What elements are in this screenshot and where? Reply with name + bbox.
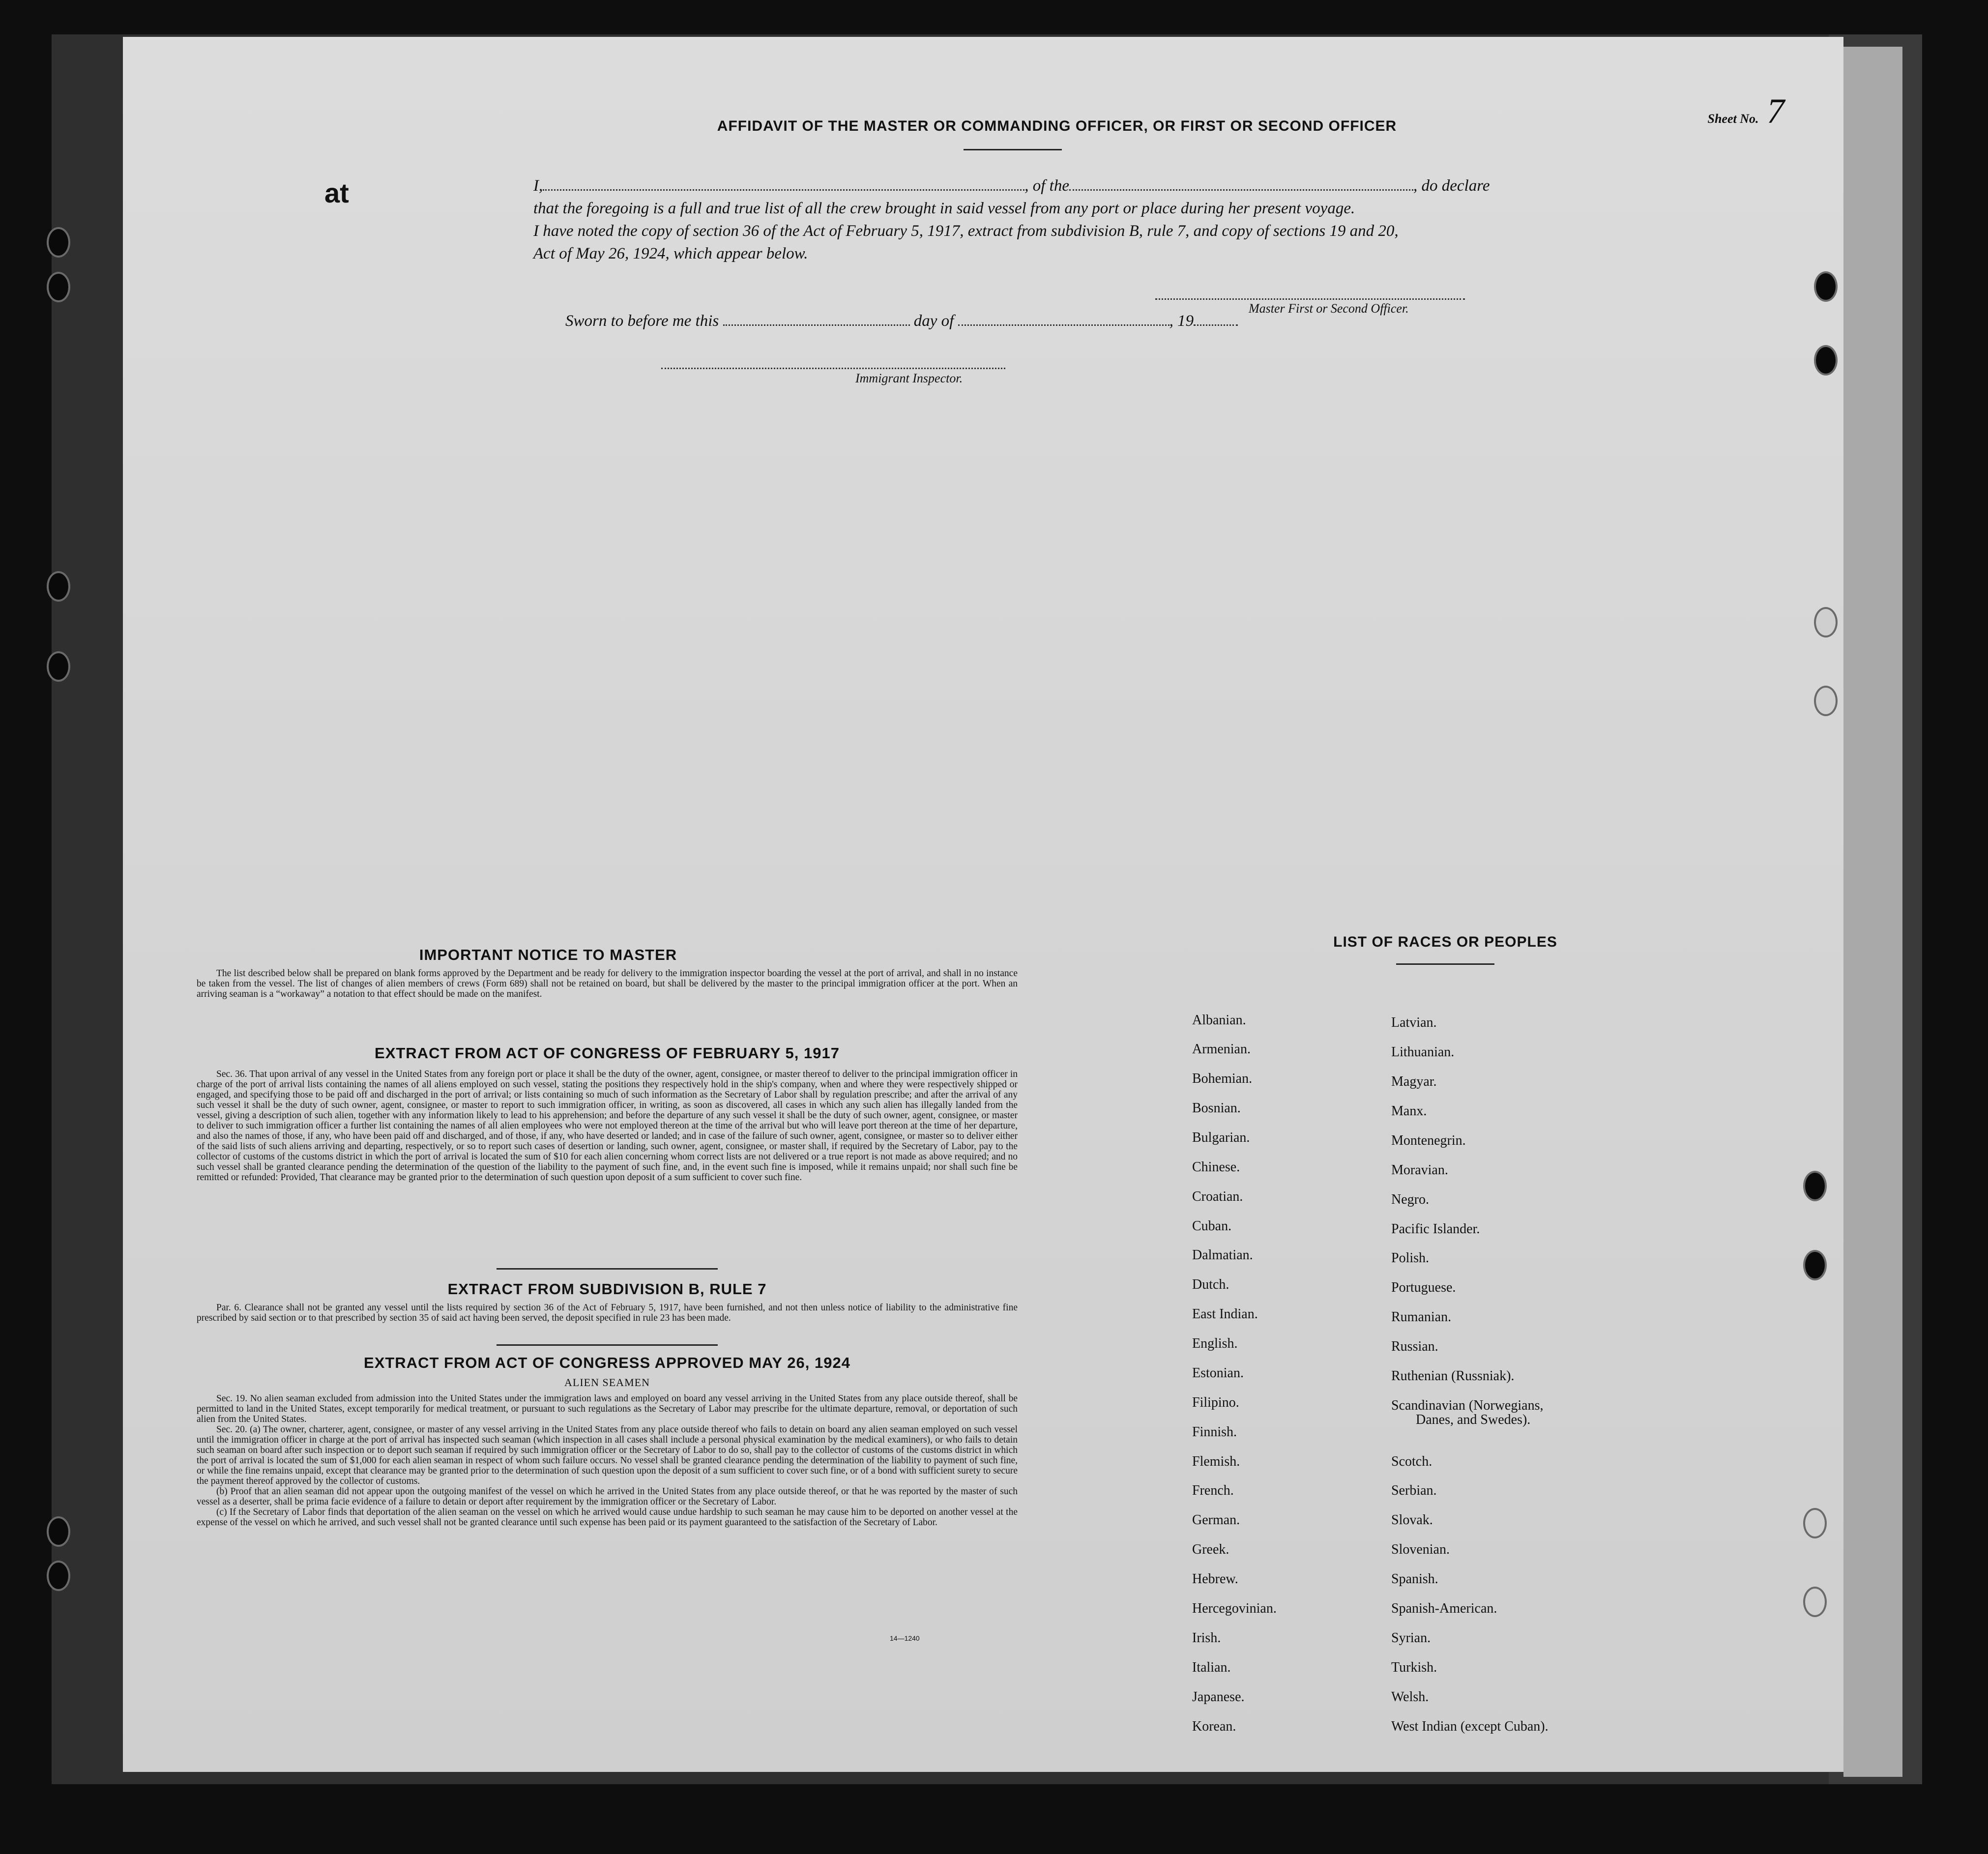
name-field[interactable] [543, 175, 1024, 191]
race-item: Chinese. [1192, 1159, 1240, 1175]
race-item: Japanese. [1192, 1689, 1245, 1705]
race-item: Albanian. [1192, 1013, 1246, 1028]
binder-hole [1803, 1587, 1827, 1617]
sworn-day-of: day of [913, 312, 954, 330]
race-item: Armenian. [1192, 1042, 1251, 1057]
notice-paragraph: The list described below shall be prepared on blank forms approved by the Department and be ready for delivery to the immigration inspector boarding the vessel at the port of arrival, and shall in no instance be taken from the vessel. The list of changes of alien members of crews (Form 689) shall not be retained on board, but shall be delivered by the master to the principal immigration officer at the port. When an arriving seaman is a “workaway” a notation to that effect should be made on the manifest. [197, 968, 1018, 999]
sec20b-block [197, 1486, 1018, 1507]
race-item: Manx. [1391, 1103, 1427, 1119]
race-item: Hercegovinian. [1192, 1601, 1277, 1616]
signature-label: Master First or Second Officer. [1249, 301, 1409, 316]
race-item: Slovak. [1391, 1512, 1433, 1528]
signature-line[interactable] [1155, 298, 1465, 300]
extract-1917-text [197, 1069, 1018, 1183]
affidavit-title-rule [964, 149, 1062, 150]
race-item: French. [1192, 1483, 1234, 1498]
alien-seamen-subtitle: ALIEN SEAMEN [564, 1376, 650, 1389]
margin-mark: at [324, 177, 349, 208]
sheet-number-label: Sheet No. [1707, 112, 1759, 126]
race-item: Montenegrin. [1391, 1133, 1466, 1148]
race-item: Irish. [1192, 1630, 1221, 1646]
race-item: Magyar. [1391, 1074, 1437, 1089]
notice-text [197, 968, 1018, 999]
binder-hole [1814, 271, 1838, 302]
binder-hole [1814, 686, 1838, 716]
race-item: Spanish. [1391, 1571, 1438, 1587]
race-item: Danes, and Swedes). [1416, 1412, 1531, 1427]
race-item: Bosnian. [1192, 1101, 1241, 1116]
affidavit-line-1 [533, 174, 1630, 197]
extract-1924-text [197, 1393, 1018, 1528]
extract-1917-title: EXTRACT FROM ACT OF CONGRESS OF FEBRUARY 5, 1917 [375, 1044, 840, 1062]
notice-title: IMPORTANT NOTICE TO MASTER [419, 946, 677, 963]
race-item: Ruthenian (Russniak). [1391, 1368, 1515, 1384]
race-item: Estonian. [1192, 1365, 1244, 1381]
race-item: Latvian. [1391, 1015, 1437, 1030]
binder-hole [47, 1561, 70, 1591]
underlying-page-strip [1843, 47, 1902, 1777]
binder-hole [1803, 1508, 1827, 1538]
race-item: Welsh. [1391, 1689, 1429, 1705]
race-item: Turkish. [1391, 1660, 1437, 1675]
binder-hole [1814, 607, 1838, 637]
sworn-date-field[interactable] [723, 311, 910, 326]
race-item: Flemish. [1192, 1454, 1240, 1469]
sec20c-block [197, 1507, 1018, 1528]
sec19-paragraph: Sec. 19. No alien seaman excluded from admission into the United States under the immigration laws and employed on board any vessel arriving in the United States from any place outside thereof, shall be permitted to land in the United States, except temporarily for medical treatment, or pursuant to such regulations as the Secretary of Labor may prescribe for the ultimate departure, removal, or deportation of such alien from the United States. [197, 1393, 1018, 1424]
race-item: Scotch. [1391, 1454, 1433, 1469]
inspector-label: Immigrant Inspector. [855, 371, 963, 385]
races-title-rule [1396, 963, 1494, 965]
vessel-field[interactable] [1069, 175, 1413, 191]
extract-1924-title: EXTRACT FROM ACT OF CONGRESS APPROVED MAY 26, 1924 [364, 1354, 850, 1371]
sec20a-block [197, 1424, 1018, 1486]
race-item: Bohemian. [1192, 1071, 1253, 1086]
race-item: Russian. [1391, 1339, 1438, 1354]
affidavit-i: I, [533, 177, 543, 195]
race-item: Lithuanian. [1391, 1044, 1455, 1060]
affidavit-line-3: I have noted the copy of section 36 of the Act of February 5, 1917, extract from subdivision B, rule 7, and copy of sections 19 and 20, [533, 222, 1399, 240]
race-item: Portuguese. [1391, 1280, 1456, 1295]
race-item: Negro. [1391, 1192, 1429, 1207]
race-item: Slovenian. [1391, 1542, 1450, 1557]
race-item: Korean. [1192, 1719, 1236, 1734]
sheet-number [1708, 91, 1785, 132]
extract-rule7-title: EXTRACT FROM SUBDIVISION B, RULE 7 [447, 1280, 767, 1298]
sec19-block [197, 1393, 1018, 1424]
race-item: Dutch. [1192, 1277, 1229, 1292]
race-item: Syrian. [1391, 1630, 1431, 1646]
sworn-month-field[interactable] [958, 311, 1169, 326]
sec20c-paragraph: (c) If the Secretary of Labor finds that deportation of the alien seaman on the vessel on which he arrived would cause undue hardship to such seaman he may cause him to be deported on another vessel at the expense of the vessel on which he arrived, and such vessel shall not be granted clearance until such expense has been paid or its payment guaranteed to the satisfaction of the Secretary of Labor. [197, 1507, 1018, 1528]
sworn-year-field[interactable] [1194, 311, 1238, 326]
par6-paragraph: Par. 6. Clearance shall not be granted any vessel until the lists required by section 36 of the Act of February 5, 1917, have been furnished, and not then unless notice of liability to the administrative fine prescribed by said section or to that prescribed by section 35 of said act having been served, the deposit specified in rule 23 has been made. [197, 1303, 1018, 1323]
race-item: Croatian. [1192, 1189, 1243, 1204]
races-title: LIST OF RACES OR PEOPLES [1333, 934, 1557, 950]
binder-hole [47, 227, 70, 258]
race-item: Dalmatian. [1192, 1247, 1253, 1263]
affidavit-line-4: Act of May 26, 1924, which appear below. [533, 245, 808, 262]
extract-divider-2 [497, 1344, 718, 1346]
race-item: Greek. [1192, 1542, 1229, 1557]
race-item: Pacific Islander. [1391, 1221, 1480, 1237]
race-item: Finnish. [1192, 1424, 1237, 1440]
form-number: 14—1240 [890, 1634, 920, 1642]
binder-hole [47, 571, 70, 602]
binder-hole [47, 272, 70, 302]
sec20b-paragraph: (b) Proof that an alien seaman did not appear upon the outgoing manifest of the vessel on which he arrived in the United States from any place outside thereof, or that he was reported by the master of such vessel as a deserter, shall be prima facie evidence of a failure to detain or deport after requirement by the immigration officer or the Secretary of Labor. [197, 1486, 1018, 1507]
sworn-text: Sworn to before me this [565, 312, 719, 330]
race-item: Moravian. [1391, 1162, 1448, 1178]
extract-rule7-text [197, 1303, 1018, 1323]
binder-hole [1814, 345, 1838, 376]
sheet-number-value: 7 [1767, 91, 1784, 131]
race-item: Scandinavian (Norwegians, [1391, 1398, 1544, 1413]
race-item: German. [1192, 1512, 1240, 1528]
race-item: West Indian (except Cuban). [1391, 1719, 1549, 1734]
race-item: Italian. [1192, 1660, 1231, 1675]
affidavit-line-2: that the foregoing is a full and true list of all the crew brought in said vessel from any port or place during her present voyage. [533, 200, 1355, 217]
race-item: Rumanian. [1391, 1309, 1452, 1325]
race-item: Serbian. [1391, 1483, 1437, 1498]
affidavit-body [533, 174, 1630, 265]
race-item: Cuban. [1192, 1218, 1232, 1234]
race-item: Polish. [1391, 1250, 1430, 1266]
binder-hole [47, 1516, 70, 1547]
affidavit-of-the: , of the [1024, 177, 1069, 195]
sec36-paragraph: Sec. 36. That upon arrival of any vessel in the United States from any foreign port or place it shall be the duty of the owner, agent, consignee, or master thereof to deliver to the principal immigration officer in charge of the port of arrival lists containing the names of all aliens employed on such vessel, stating the positions they respectively hold in the ship's company, when and where they were respectively shipped or engaged, and specifying those to be paid off and discharged in the port of arrival; or lists containing so much of such information as the Secretary of Labor shall by regulation prescribe; and after the arrival of any such vessel it shall be the duty of such owner, agent, consignee, or master to report to such immigration officer, in writing, as soon as discovered, all cases in which any such alien has illegally landed from the vessel, giving a description of such alien, together with any information likely to lead to his apprehension; and before the departure of any such vessel it shall be the duty of such owner, agent, consignee, or master to deliver to such immigration officer a further list containing the names of all alien employees who were not employed thereon at the time of the arrival but who will leave port thereon at the time of her departure, and also the names of those, if any, who have been paid off and discharged, and of those, if any, who have deserted or landed; and in case of the failure of such owner, agent, consignee, or master so to deliver either of the said lists of such aliens arriving and departing, respectively, or so to report such cases of desertion or landing, such owner, agent, consignee, or master shall, if required by the Secretary of Labor, pay to the collector of customs of the customs district in which the port of arrival is located the sum of $10 for each alien concerning whom correct lists are not delivered or a true report is not made as above required; and no such vessel shall be granted clearance pending the determination of the question of the liability to the payment of such fine, and, in the event such fine is imposed, while it remains unpaid; nor shall such fine be remitted or refunded: Provided, That clearance may be granted prior to the determination of such question upon deposit of a sum sufficient to cover such fine. [197, 1069, 1018, 1183]
race-item: Hebrew. [1192, 1571, 1238, 1587]
inspector-signature-line[interactable] [661, 368, 1005, 369]
sworn-line [565, 310, 1401, 332]
race-item: Spanish-American. [1391, 1601, 1497, 1616]
race-item: Filipino. [1192, 1395, 1239, 1410]
sec20a-paragraph: Sec. 20. (a) The owner, charterer, agent, consignee, or master of any vessel arriving in the United States from any place outside thereof who fails to detain on board any alien seaman employed on such vessel until the immigration officer in charge at the port of arrival has inspected such seaman (which inspection in all cases shall include a personal physical examination by the medical examiners), or who fails to detain such seaman on board after such inspection or to deport such seaman if required by such immigration officer or the Secretary of Labor to do so, shall pay to the collector of customs of the customs district in which the port of arrival is located the sum of $1,000 for each alien seaman in respect of whom such failure occurs. No vessel shall be granted clearance pending the determination of the liability to payment of such fine, or while the fine remains unpaid, except that clearance may be granted prior to the determination of such question upon the deposit of a sum sufficient to cover such fine, or of a bond with sufficient surety to secure the payment thereof approved by the collector of customs. [197, 1424, 1018, 1486]
extract-divider-1 [497, 1268, 718, 1270]
race-item: English. [1192, 1336, 1238, 1351]
binder-hole [1803, 1250, 1827, 1280]
form-page [123, 37, 1843, 1772]
affidavit-declare: , do declare [1413, 177, 1490, 195]
race-item: East Indian. [1192, 1306, 1258, 1322]
sworn-year: , 19 [1169, 312, 1194, 330]
race-item: Bulgarian. [1192, 1130, 1250, 1145]
binder-hole [1803, 1171, 1827, 1201]
binder-hole [47, 651, 70, 682]
affidavit-title: AFFIDAVIT OF THE MASTER OR COMMANDING OFFICER, OR FIRST OR SECOND OFFICER [717, 118, 1397, 134]
